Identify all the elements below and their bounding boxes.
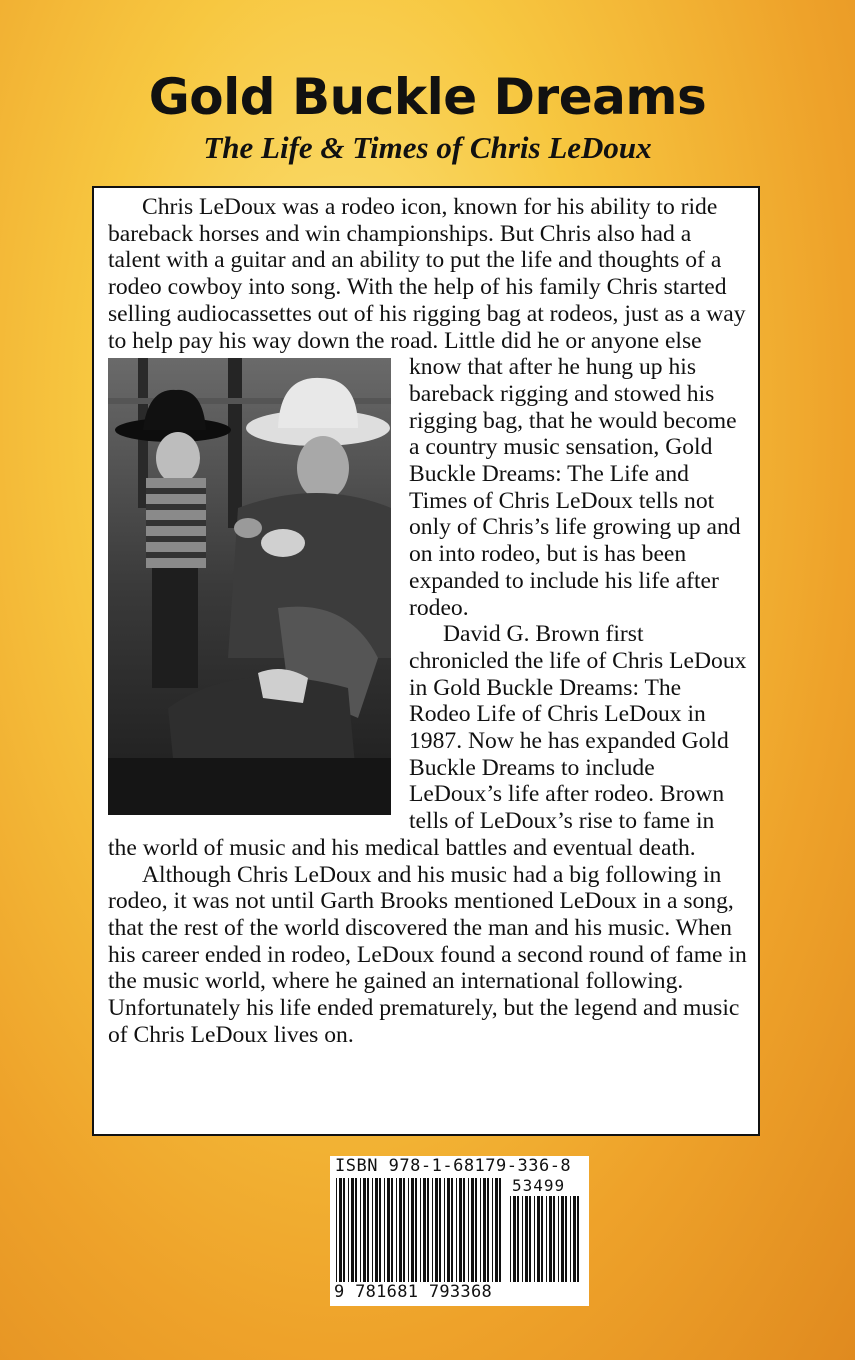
blurb-text <box>108 194 748 1049</box>
blurb-box <box>92 186 760 1136</box>
price-bars <box>510 1196 582 1282</box>
ean-bars <box>336 1178 506 1282</box>
blurb-paragraph-1 <box>108 194 748 621</box>
isbn-barcode <box>330 1156 589 1306</box>
isbn-label: ISBN 978-1-68179-336-8 <box>335 1156 572 1176</box>
book-title: Gold Buckle Dreams <box>148 68 707 126</box>
blurb-paragraph-3: Although Chris LeDoux and his music had a big following in rodeo, it was not until Garth Brooks mentioned LeDoux in a song, that the rest of the world discovered the man and his music. When his career ended in rodeo, LeDoux found a second round of fame in the music world, where he gained an international following. Unfortunately his life ended prematurely, but the legend and music of Chris LeDoux lives on. <box>108 861 747 1048</box>
blurb-paragraph-1-part-b: know that after he hung up his bareback rigging and stowed his rigging bag, that he would become a country music sensation, Gold Buckle Dreams: The Life and Times of Chris LeDoux tells not only of Chris’s life growing up and on into rodeo, but is has been expanded to include his life after rodeo. <box>409 354 741 621</box>
ean-digits: 9 781681 793368 <box>334 1282 493 1302</box>
price-code: 53499 <box>512 1176 566 1195</box>
blurb-paragraph-1-part-a: Chris LeDoux was a rodeo icon, known for his ability to ride bareback horses and win championships. But Chris also had a talent with a guitar and an ability to put the life and thoughts of a rodeo cowboy into song. With the help of his family Chris started selling audiocassettes out of his rigging bag at rodeos, just as a way to help pay his way down the road. Little did he or anyone else <box>108 194 746 354</box>
cowboy-photo <box>108 358 391 815</box>
blurb-paragraph-2: David G. Brown first chronicled the life of Chris LeDoux in Gold Buckle Dreams: The Rodeo Life of Chris LeDoux in 1987. Now he has expanded Gold Buckle Dreams to include LeDoux’s life after rodeo. Brown tells of LeDoux’s rise to fame in the world of music and his medical battles and eventual death. <box>108 621 747 861</box>
book-subtitle: The Life & Times of Chris LeDoux <box>203 130 652 165</box>
